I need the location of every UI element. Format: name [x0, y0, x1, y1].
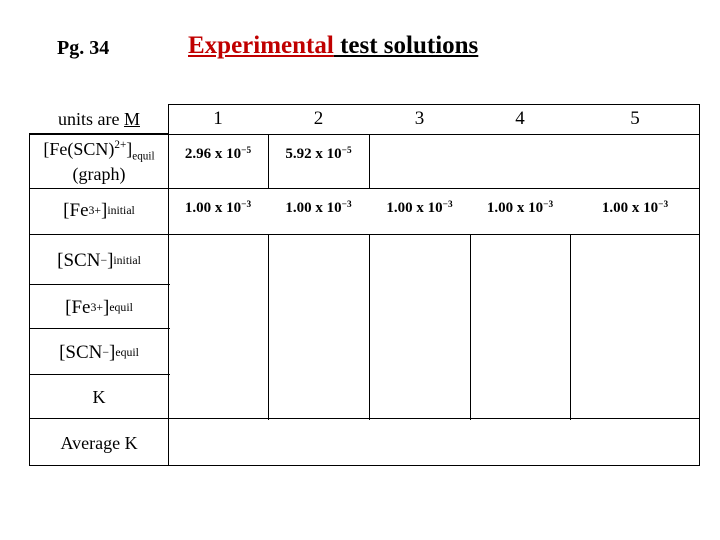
cell-r0-c1[interactable]: 2.96 x 10 $^{-5}$	[184, 146, 252, 162]
row-label-k: K	[92, 386, 106, 407]
label-sep-5	[30, 374, 170, 375]
row-label-scn-initial: [SCN − ] initial	[57, 250, 141, 272]
units-unit: M	[123, 108, 140, 129]
grid-line-v-low-3	[470, 234, 471, 420]
column-header-5: 5	[630, 108, 640, 129]
title-red-part: Experimental	[188, 32, 334, 59]
label-sep-4	[30, 328, 170, 329]
row-label-average-k: Average K	[60, 432, 138, 453]
cell-r1-c4[interactable]: 1.00 x 10 $^{-3}$	[486, 200, 554, 216]
title-rest: test solutions	[333, 32, 479, 59]
label-sep-3	[30, 284, 170, 285]
grid-line-v-low-4	[570, 234, 571, 420]
row-label-fe-initial: [Fe 3+ ] initial	[63, 200, 135, 222]
grid-line-v-low-1	[268, 234, 269, 420]
grid-line-h-avg	[168, 418, 700, 419]
cell-r0-c2[interactable]: 5.92 x 10 $^{-5}$	[285, 146, 352, 162]
grid-line-v-low-2	[369, 234, 370, 420]
units-prefix: units are	[58, 108, 120, 129]
grid-line-h1	[168, 188, 700, 189]
column-header-4: 4	[515, 108, 525, 129]
label-left-border	[29, 134, 30, 466]
units-label	[30, 104, 168, 134]
grid-line-h2	[168, 234, 700, 235]
cell-r1-c1[interactable]: 1.00 x 10 $^{-3}$	[184, 200, 252, 216]
row-label-scn-equil: [SCN − ] equil	[59, 342, 139, 364]
grid-line-v-r0-b	[369, 134, 370, 188]
column-header-1: 1	[213, 108, 223, 129]
label-top-border	[29, 133, 169, 135]
label-sep-2	[30, 234, 170, 235]
cell-r1-c3[interactable]: 1.00 x 10 $^{-3}$	[386, 200, 453, 216]
row-label-fe-equil: [Fe 3+ ] equil	[65, 297, 133, 319]
column-header-2: 2	[313, 108, 324, 129]
grid-line-v-r0-a	[268, 134, 269, 188]
label-bottom-border	[29, 465, 169, 466]
grid-line-h0	[168, 134, 700, 135]
row-label-fescn-equil: $[Fe(SCN)^{2+}]_{equil}$ (graph)	[43, 139, 155, 184]
cell-r1-c5[interactable]: 1.00 x 10 $^{-3}$	[601, 200, 669, 216]
cell-r1-c2[interactable]: 1.00 x 10 $^{-3}$	[285, 200, 352, 216]
label-sep-1	[30, 188, 170, 189]
column-header-3: 3	[414, 108, 425, 129]
page-title	[188, 32, 478, 60]
label-sep-6	[30, 418, 170, 419]
page-label: Pg. 34	[57, 37, 110, 59]
